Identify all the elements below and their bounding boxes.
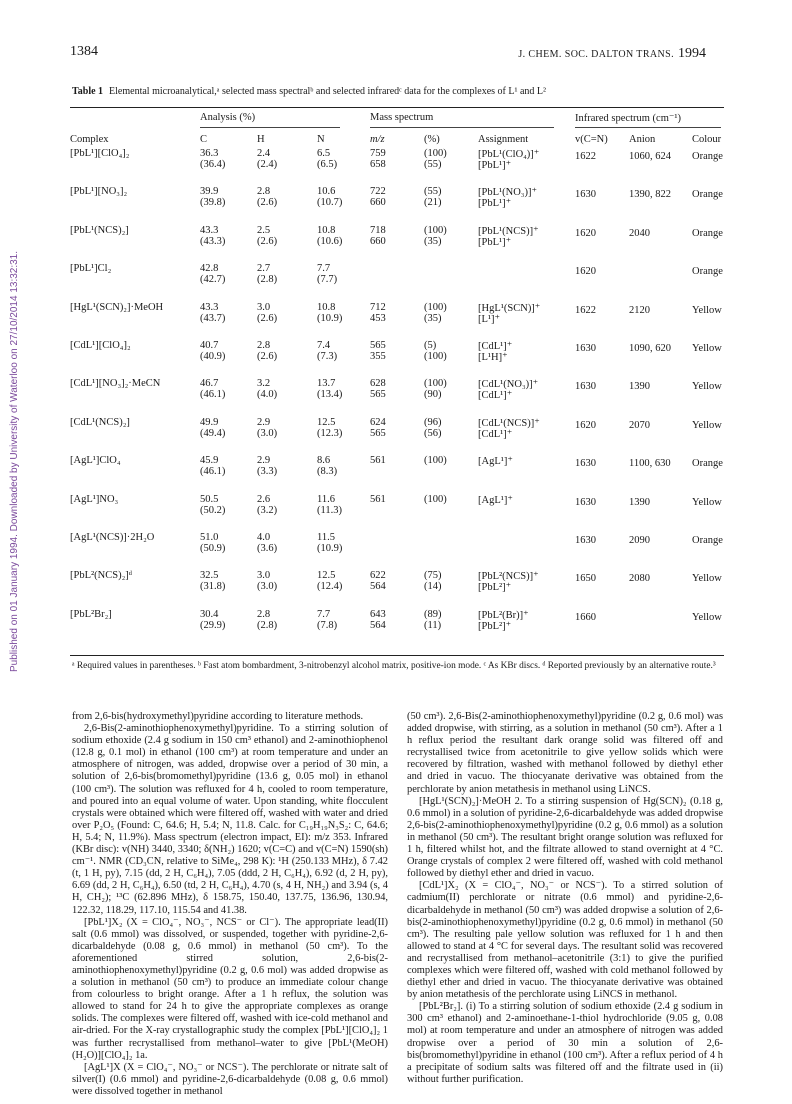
cell-h-required: (3.0) bbox=[257, 427, 278, 439]
cell-assignment-2: [PbL¹]⁺ bbox=[478, 160, 512, 171]
cell-n-found: 11.6 bbox=[317, 493, 335, 505]
cell-c-required: (40.9) bbox=[200, 351, 226, 362]
body-paragraph: [AgL¹]X (X = ClO₄⁻, NO₃⁻ or NCS⁻). The perchlorate or nitrate salt of silver(I) (0.6 mmol) and pyridine-2,6-dicarbaldehyde (0.08 g, 0.6 mmol) were dissolved together in methanol bbox=[72, 1061, 388, 1097]
body-paragraph: [PbL¹]X₂ (X = ClO₄⁻, NO₃⁻, NCS⁻ or Cl⁻). The appropriate lead(II) salt (0.6 mmol) was dissolved, or suspended, together with pyridine-2,6-dicarbaldehyde (0.08 g, 0.6 mmol) in methanol (50 cm³). To the aforementioned stirred solution, 2,6-bis(2-aminothiophenoxymethyl)pyridine (0.2 g, 0.6 mol) was added dropwise as a solution in methanol (50 cm³) to produce an immediate colour change from colourless to bright orange. After a 1 h reflux, the solution was allowed to stand for 24 h to give the appropriate complexes as orange solids. The complexes were filtered off, washed with ice-cold methanol and air-dried. For the X-ray crystallographic study the complex [PbL¹][ClO₄]₂ 1 was further recrystallised from methanol–water to give [PbL¹(MeOH)(H₂O)][ClO₄]₂ 1a. bbox=[72, 916, 388, 1061]
cell-h-found: 2.6 bbox=[257, 493, 271, 505]
cell-c-required: (50.9) bbox=[200, 543, 226, 554]
cell-vcn: 1630 bbox=[575, 496, 596, 508]
cell-c-found: 43.3 bbox=[200, 224, 219, 236]
cell-c-found: 42.8 bbox=[200, 263, 219, 275]
group-mass-rule bbox=[370, 127, 554, 128]
cell-anion: 2120 bbox=[629, 304, 650, 316]
table-caption-text: Elemental microanalytical,ᵃ selected mass spectralᵇ and selected infraredᶜ data for the complexes of L¹ and L² bbox=[109, 86, 547, 97]
cell-pct: (89) bbox=[424, 608, 442, 620]
header-h: H bbox=[257, 134, 265, 145]
cell-n-found: 10.8 bbox=[317, 224, 336, 236]
cell-h-required: (3.6) bbox=[257, 543, 278, 554]
cell-colour: Yellow bbox=[692, 573, 722, 585]
cell-colour: Orange bbox=[692, 458, 723, 470]
cell-vcn: 1622 bbox=[575, 304, 596, 316]
cell-h-required: (4.0) bbox=[257, 389, 278, 401]
cell-assignment: [CdL¹(NO₃)]⁺ bbox=[478, 379, 539, 391]
left-column bbox=[72, 711, 388, 1098]
body-paragraph: (50 cm³). 2,6-Bis(2-aminothiophenoxymethyl)pyridine (0.2 g, 0.6 mol) was added dropwise, with stirring, as a solution in methanol (50 cm³). After a 1 h reflux period the resultant dark orange solid was filtered off and recrystallised twice from acetonitrile to give yellow solids which were recovered by filtration, washed with methanol followed by diethyl ether and dried in vacuo. The thiocyanate derivative was obtained from the perchlorate by anion metathesis in methanol using LiNCS. bbox=[407, 711, 723, 795]
cell-complex: [CdL¹][ClO₄]₂ bbox=[70, 340, 131, 351]
cell-assignment-2: [L¹]⁺ bbox=[478, 313, 501, 325]
cell-pct-2: (55) bbox=[424, 159, 442, 170]
cell-mz: 628 bbox=[370, 378, 386, 390]
cell-colour: Orange bbox=[692, 535, 723, 546]
cell-n-required: (13.4) bbox=[317, 389, 343, 401]
header-assignment: Assignment bbox=[478, 134, 529, 145]
cell-h-required: (2.6) bbox=[257, 351, 278, 362]
cell-h-found: 3.2 bbox=[257, 378, 271, 390]
cell-assignment-2: [PbL²]⁺ bbox=[478, 582, 512, 594]
cell-colour: Orange bbox=[692, 151, 723, 162]
cell-vcn: 1660 bbox=[575, 611, 596, 623]
cell-assignment: [AgL¹]⁺ bbox=[478, 456, 513, 468]
cell-colour: Yellow bbox=[692, 304, 722, 316]
header-anion: Anion bbox=[629, 134, 656, 145]
cell-c-found: 40.7 bbox=[200, 340, 219, 351]
header-mz: m/z bbox=[370, 134, 385, 145]
download-watermark[interactable]: Published on 01 January 1994. Downloaded by University of Waterloo on 27/10/2014 13:32:31. bbox=[9, 250, 20, 672]
cell-c-required: (42.7) bbox=[200, 274, 226, 286]
cell-h-found: 2.8 bbox=[257, 340, 271, 351]
table-row bbox=[0, 455, 792, 479]
cell-complex: [AgL¹]NO₃ bbox=[70, 493, 119, 505]
cell-mz-2: 564 bbox=[370, 619, 386, 631]
cell-h-found: 2.9 bbox=[257, 416, 271, 428]
cell-vcn: 1620 bbox=[575, 266, 596, 278]
cell-h-found: 2.7 bbox=[257, 263, 271, 275]
table-row bbox=[0, 148, 792, 172]
cell-complex: [PbL¹][ClO₄]₂ bbox=[70, 148, 130, 159]
cell-colour: Orange bbox=[692, 189, 723, 201]
cell-anion: 2070 bbox=[629, 419, 650, 431]
cell-c-found: 43.3 bbox=[200, 301, 219, 313]
cell-pct: (96) bbox=[424, 416, 442, 428]
cell-vcn: 1622 bbox=[575, 151, 596, 162]
body-paragraph: 2,6-Bis(2-aminothiophenoxymethyl)pyridine. To a stirring solution of sodium ethoxide (2.4 g sodium in 150 cm³ ethanol) and 2-aminothiophenol (12.8 g, 0.1 mol) in ethanol (100 cm³) at room temperature and under an atmosphere of nitrogen, was added, dropwise over a period of 30 min, a solution of 2,6-bis(bromomethyl)pyridine (13.6 g, 0.05 mol) in ethanol (100 cm³). The solution was refluxed for 4 h, cooled to room temperature, and poured into an equal volume of water. Upon standing, white flocculent crystals were obtained which were filtered off, washed with water and dried over P₂O₅ (Found: C, 64.6; H, 5.4; N, 11.8. Calc. for C₁₉H₁₉N₃S₂: C, 64.6; H, 5.4; N, 11.9%). Mass spectrum (electron impact, EI): m/z 353. Infrared (KBr disc): v(NH) 3440, 3340; δ(NH₂) 1620; v(C=C) and v(C=N) 1590(sh) cm⁻¹. NMR (CD₃CN, relative to SiMe₄, 298 K): ¹H (250.133 MHz), δ 7.42 (t, 1 H, py), 7.15 (dd, 2 H, C₆H₄), 7.05 (ddd, 2 H, C₆H₄), 6.92 (d, 2 H, py), 6.69 (dd, 2 H, C₆H₄), 6.50 (td, 2 H, C₆H₄), 4.70 (s, 4 H, NH₂) and 3.94 (s, 4 H, CH₂); ¹³C (62.896 MHz), δ 158.75, 150.40, 137.75, 136.96, 130.94, 122.32, 118.29, 117.10, 115.54 and 41.38. bbox=[72, 723, 388, 916]
cell-anion: 1100, 630 bbox=[629, 458, 671, 470]
cell-pct: (100) bbox=[424, 224, 447, 236]
cell-mz: 622 bbox=[370, 570, 386, 582]
cell-pct: (75) bbox=[424, 570, 442, 582]
cell-pct-2: (35) bbox=[424, 235, 442, 247]
cell-mz: 565 bbox=[370, 340, 386, 351]
table-row bbox=[0, 494, 792, 518]
cell-mz-2: 565 bbox=[370, 427, 386, 439]
cell-n-found: 7.7 bbox=[317, 608, 331, 620]
cell-anion: 1390 bbox=[629, 381, 650, 393]
cell-assignment-2: [L¹H]⁺ bbox=[478, 352, 508, 363]
table-row bbox=[0, 532, 792, 556]
cell-assignment: [CdL¹]⁺ bbox=[478, 341, 513, 352]
cell-h-found: 2.9 bbox=[257, 455, 271, 467]
cell-anion: 1060, 624 bbox=[629, 151, 671, 162]
cell-vcn: 1620 bbox=[575, 419, 596, 431]
header-colour: Colour bbox=[692, 134, 722, 145]
table-row bbox=[0, 340, 792, 364]
cell-c-required: (31.8) bbox=[200, 581, 226, 593]
table-row bbox=[0, 570, 792, 594]
cell-c-required: (36.4) bbox=[200, 159, 226, 170]
header-pct: (%) bbox=[424, 134, 440, 145]
cell-n-found: 10.6 bbox=[317, 186, 336, 198]
header-complex: Complex bbox=[70, 134, 109, 145]
cell-mz: 718 bbox=[370, 224, 386, 236]
cell-mz-2: 658 bbox=[370, 159, 386, 170]
cell-complex: [PbL²(NCS)₂]ᵈ bbox=[70, 570, 132, 582]
cell-mz: 561 bbox=[370, 455, 386, 467]
cell-c-found: 30.4 bbox=[200, 608, 219, 620]
cell-complex: [HgL¹(SCN)₂]·MeOH bbox=[70, 301, 164, 313]
cell-pct-2: (90) bbox=[424, 389, 442, 401]
cell-n-found: 13.7 bbox=[317, 378, 336, 390]
cell-h-required: (2.8) bbox=[257, 619, 278, 631]
cell-assignment-2: [PbL¹]⁺ bbox=[478, 198, 512, 210]
table-footnote: ᵃ Required values in parentheses. ᵇ Fast atom bombardment, 3-nitrobenzyl alcohol matrix, positive-ion mode. ᶜ As KBr discs. ᵈ Reported previously by an alternative route.³ bbox=[72, 661, 716, 671]
cell-h-found: 4.0 bbox=[257, 532, 271, 543]
cell-n-found: 7.7 bbox=[317, 263, 331, 275]
cell-pct: (100) bbox=[424, 455, 447, 467]
cell-c-required: (39.8) bbox=[200, 197, 226, 209]
cell-pct: (55) bbox=[424, 186, 442, 198]
cell-h-required: (2.6) bbox=[257, 197, 278, 209]
table-top-rule bbox=[70, 107, 724, 108]
cell-c-found: 50.5 bbox=[200, 493, 219, 505]
cell-pct: (5) bbox=[424, 340, 437, 351]
cell-assignment-2: [CdL¹]⁺ bbox=[478, 390, 513, 402]
cell-pct: (100) bbox=[424, 301, 447, 313]
cell-mz: 643 bbox=[370, 608, 386, 620]
body-paragraph: [CdL¹]X₂ (X = ClO₄⁻, NO₃⁻ or NCS⁻). To a stirred solution of cadmium(II) perchlorate or nitrate (0.6 mmol) and pyridine-2,6-dicarbaldehyde in methanol (50 cm³) was added dropwise a solution of 2,6-bis(2-aminothiophenoxymethyl)pyridine (0.2 g, 0.6 mmol) in methanol (50 cm³). The resulting pale yellow solution was refluxed for 1 h and then allowed to stand at 4 °C for several days. The resultant solid was recovered and recrystallised from methanol–acetonitrile (3:1) to give the purified complexes which were filtered off, washed with cold methanol followed by diethyl ether and dried in vacuo. The thiocyanate derivative was obtained by anion metathesis of the perchlorate using LiNCS in methanol. bbox=[407, 880, 723, 1001]
cell-mz-2: 660 bbox=[370, 235, 386, 247]
cell-n-required: (7.7) bbox=[317, 274, 338, 286]
cell-complex: [AgL¹(NCS)]·2H₂O bbox=[70, 532, 155, 543]
cell-anion: 1390 bbox=[629, 496, 650, 508]
table-row bbox=[0, 225, 792, 249]
cell-colour: Orange bbox=[692, 227, 723, 239]
table-caption bbox=[72, 86, 722, 97]
cell-n-found: 11.5 bbox=[317, 532, 335, 543]
cell-n-required: (6.5) bbox=[317, 159, 338, 170]
cell-mz-2: 660 bbox=[370, 197, 386, 209]
cell-n-required: (10.9) bbox=[317, 312, 343, 324]
cell-pct-2: (14) bbox=[424, 581, 442, 593]
group-analysis: Analysis (%) bbox=[200, 112, 256, 123]
cell-complex: [PbL¹(NCS)₂] bbox=[70, 224, 129, 236]
cell-mz: 712 bbox=[370, 301, 386, 313]
cell-anion: 1090, 620 bbox=[629, 343, 671, 354]
cell-assignment: [PbL²(NCS)]⁺ bbox=[478, 571, 539, 583]
cell-assignment-2: [CdL¹]⁺ bbox=[478, 428, 513, 440]
header-n: N bbox=[317, 134, 325, 145]
cell-complex: [PbL²Br₂] bbox=[70, 608, 112, 620]
cell-assignment-2: [PbL¹]⁺ bbox=[478, 236, 512, 248]
cell-h-required: (2.8) bbox=[257, 274, 278, 286]
cell-pct-2: (21) bbox=[424, 197, 442, 209]
cell-n-found: 8.6 bbox=[317, 455, 331, 467]
cell-colour: Yellow bbox=[692, 611, 722, 623]
cell-mz: 624 bbox=[370, 416, 386, 428]
cell-mz-2: 453 bbox=[370, 312, 386, 324]
cell-n-required: (11.3) bbox=[317, 504, 342, 516]
cell-n-required: (12.3) bbox=[317, 427, 343, 439]
cell-complex: [PbL¹][NO₃]₂ bbox=[70, 186, 128, 198]
cell-h-found: 2.8 bbox=[257, 608, 271, 620]
cell-anion: 2080 bbox=[629, 573, 650, 585]
cell-h-required: (3.3) bbox=[257, 466, 278, 478]
cell-pct-2: (11) bbox=[424, 619, 442, 631]
cell-pct-2: (35) bbox=[424, 312, 442, 324]
group-analysis-rule bbox=[200, 127, 340, 128]
cell-n-found: 6.5 bbox=[317, 148, 331, 159]
cell-vcn: 1630 bbox=[575, 343, 596, 354]
cell-complex: [CdL¹][NO₃]₂·MeCN bbox=[70, 378, 161, 390]
group-ir-rule bbox=[575, 127, 721, 128]
cell-mz-2: 355 bbox=[370, 351, 386, 362]
cell-h-required: (3.2) bbox=[257, 504, 278, 516]
cell-c-found: 51.0 bbox=[200, 532, 219, 543]
cell-h-required: (2.6) bbox=[257, 312, 278, 324]
cell-vcn: 1620 bbox=[575, 227, 596, 239]
header-c: C bbox=[200, 134, 208, 145]
cell-pct-2: (56) bbox=[424, 427, 442, 439]
cell-pct: (100) bbox=[424, 148, 447, 159]
cell-n-required: (7.8) bbox=[317, 619, 338, 631]
cell-complex: [AgL¹]ClO₄ bbox=[70, 455, 121, 467]
cell-assignment: [PbL¹(ClO₄)]⁺ bbox=[478, 149, 540, 160]
cell-anion: 1390, 822 bbox=[629, 189, 671, 201]
group-ir: Infrared spectrum (cm⁻¹) bbox=[575, 113, 682, 124]
cell-colour: Yellow bbox=[692, 419, 722, 431]
cell-n-required: (10.7) bbox=[317, 197, 343, 209]
cell-n-required: (10.9) bbox=[317, 543, 343, 554]
cell-c-found: 32.5 bbox=[200, 570, 219, 582]
cell-vcn: 1650 bbox=[575, 573, 596, 585]
table-row bbox=[0, 609, 792, 633]
cell-n-found: 12.5 bbox=[317, 416, 336, 428]
cell-colour: Yellow bbox=[692, 496, 722, 508]
cell-assignment: [PbL¹(NO₃)]⁺ bbox=[478, 187, 538, 199]
cell-assignment: [HgL¹(SCN)]⁺ bbox=[478, 302, 541, 314]
cell-h-found: 3.0 bbox=[257, 301, 271, 313]
cell-c-required: (46.1) bbox=[200, 466, 226, 478]
cell-assignment: [PbL²(Br)]⁺ bbox=[478, 609, 529, 621]
page-number: 1384 bbox=[70, 44, 98, 59]
cell-h-required: (3.0) bbox=[257, 581, 278, 593]
table-row bbox=[0, 378, 792, 402]
cell-c-found: 45.9 bbox=[200, 455, 219, 467]
cell-complex: [CdL¹(NCS)₂] bbox=[70, 416, 130, 428]
cell-mz: 722 bbox=[370, 186, 386, 198]
journal-year: 1994 bbox=[678, 46, 706, 61]
cell-assignment: [AgL¹]⁺ bbox=[478, 494, 513, 506]
cell-mz: 561 bbox=[370, 493, 386, 505]
cell-c-required: (43.3) bbox=[200, 235, 226, 247]
cell-c-required: (46.1) bbox=[200, 389, 226, 401]
cell-c-found: 46.7 bbox=[200, 378, 219, 390]
cell-n-found: 12.5 bbox=[317, 570, 336, 582]
cell-h-found: 3.0 bbox=[257, 570, 271, 582]
cell-pct-2: (100) bbox=[424, 351, 447, 362]
journal-name: J. CHEM. SOC. DALTON TRANS. bbox=[518, 49, 674, 60]
cell-c-found: 36.3 bbox=[200, 148, 219, 159]
cell-n-required: (7.3) bbox=[317, 351, 338, 362]
table-row bbox=[0, 302, 792, 326]
cell-pct: (100) bbox=[424, 493, 447, 505]
table-row bbox=[0, 417, 792, 441]
cell-assignment: [PbL¹(NCS)]⁺ bbox=[478, 225, 539, 237]
cell-h-required: (2.6) bbox=[257, 235, 278, 247]
cell-n-found: 7.4 bbox=[317, 340, 331, 351]
cell-c-found: 39.9 bbox=[200, 186, 219, 198]
body-paragraph: [HgL¹(SCN)₂]·MeOH 2. To a stirring suspension of Hg(SCN)₂ (0.18 g, 0.6 mmol) in a solution of pyridine-2,6-dicarbaldehyde was added dropwise 2,6-bis(2-aminothiophenoxymethyl)pyridine (0.2 g, 0.6 mmol) as a solution in methanol (50 cm³). The resultant bright orange solution was refluxed for 1 h, filtered whilst hot, and the filtrate allowed to stand overnight at 4 °C. Orange crystals of complex 2 were filtered off, washed with cold methanol followed by diethyl ether and dried in vacuo. bbox=[407, 795, 723, 880]
cell-h-required: (2.4) bbox=[257, 159, 278, 170]
cell-anion: 2090 bbox=[629, 535, 650, 546]
cell-colour: Yellow bbox=[692, 343, 722, 354]
cell-colour: Orange bbox=[692, 266, 723, 278]
cell-complex: [PbL¹]Cl₂ bbox=[70, 263, 112, 275]
cell-anion: 2040 bbox=[629, 227, 650, 239]
group-mass: Mass spectrum bbox=[370, 112, 434, 123]
body-paragraph: [PbL²Br₂]. (i) To a stirring solution of sodium ethoxide (2.4 g sodium in 300 cm³ ethanol) and 2-aminoethane-1-thiol hydrochloride (9.05 g, 0.08 mol) at room temperature and under an atmosphere of nitrogen was added dropwise over a period of 30 min a solution of 2,6-bis(bromomethyl)pyridine in ethanol (100 cm³). After a reflux period of 4 h a precipitate of sodium salts was filtered off and the filtrate used in (ii) without further purification. bbox=[407, 1001, 723, 1085]
cell-assignment-2: [PbL²]⁺ bbox=[478, 620, 512, 632]
table-row bbox=[0, 263, 792, 287]
table-bottom-rule bbox=[70, 655, 724, 656]
cell-assignment: [CdL¹(NCS)]⁺ bbox=[478, 417, 540, 429]
cell-vcn: 1630 bbox=[575, 381, 596, 393]
cell-c-required: (50.2) bbox=[200, 504, 226, 516]
cell-c-required: (49.4) bbox=[200, 427, 226, 439]
cell-colour: Yellow bbox=[692, 381, 722, 393]
cell-mz-2: 565 bbox=[370, 389, 386, 401]
cell-vcn: 1630 bbox=[575, 189, 596, 201]
cell-n-found: 10.8 bbox=[317, 301, 336, 313]
right-column bbox=[407, 711, 723, 1086]
cell-c-required: (43.7) bbox=[200, 312, 226, 324]
cell-mz: 759 bbox=[370, 148, 386, 159]
body-paragraph: from 2,6-bis(hydroxymethyl)pyridine according to literature methods. bbox=[72, 711, 364, 722]
cell-h-found: 2.8 bbox=[257, 186, 271, 198]
header-vcn: v(C=N) bbox=[575, 134, 608, 145]
table-label: Table 1 bbox=[72, 86, 104, 97]
cell-h-found: 2.4 bbox=[257, 148, 271, 159]
cell-n-required: (10.6) bbox=[317, 235, 343, 247]
journal-header bbox=[518, 46, 706, 62]
cell-pct: (100) bbox=[424, 378, 447, 390]
cell-c-found: 49.9 bbox=[200, 416, 219, 428]
cell-c-required: (29.9) bbox=[200, 619, 226, 631]
cell-mz-2: 564 bbox=[370, 581, 386, 593]
cell-h-found: 2.5 bbox=[257, 224, 271, 236]
cell-vcn: 1630 bbox=[575, 535, 596, 546]
cell-vcn: 1630 bbox=[575, 458, 596, 470]
cell-n-required: (12.4) bbox=[317, 581, 343, 593]
cell-n-required: (8.3) bbox=[317, 466, 338, 478]
table-row bbox=[0, 186, 792, 210]
